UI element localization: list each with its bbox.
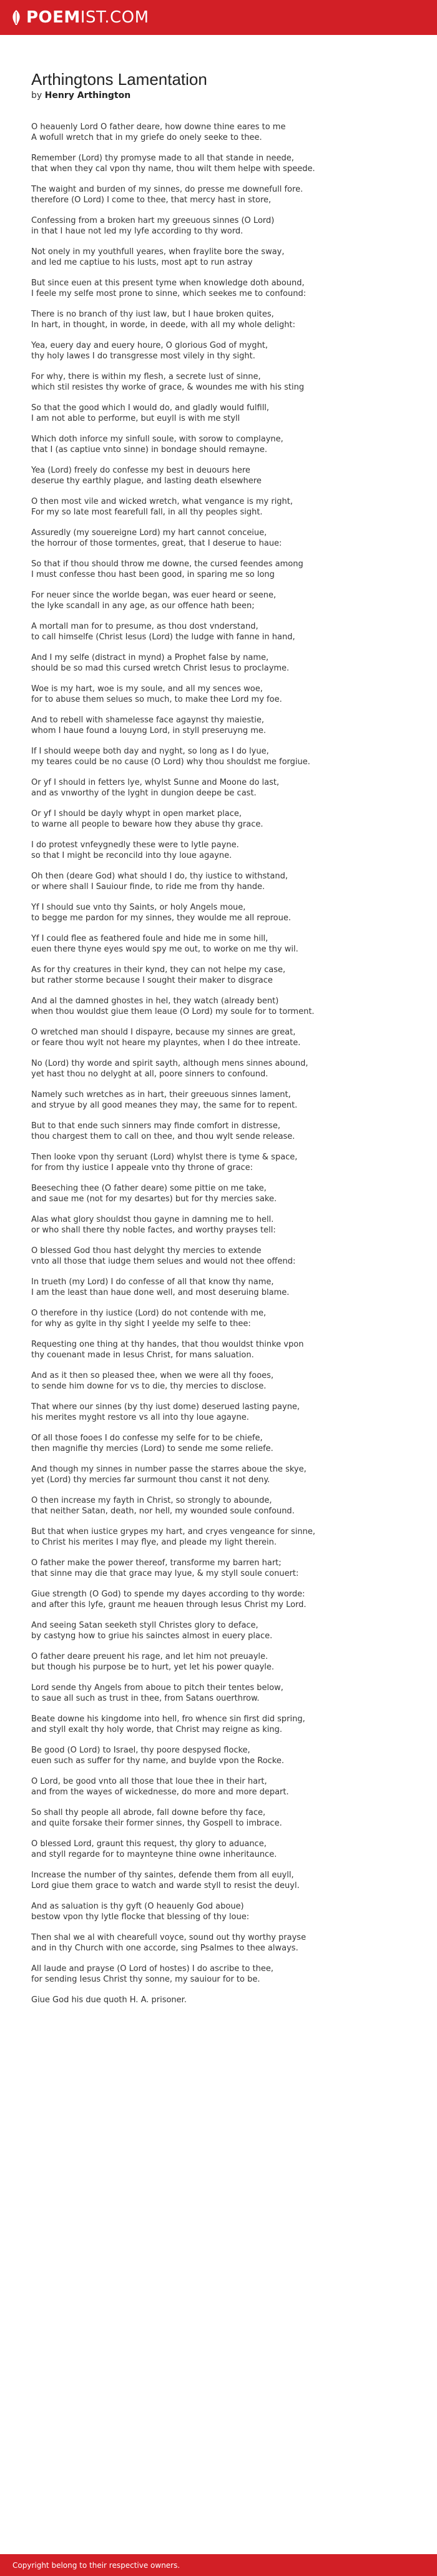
poem-line: to saue all such as trust in thee, from Satans ouerthrow. bbox=[31, 1694, 260, 1703]
poem-line: and in thy Church with one accorde, sing Psalmes to thee always. bbox=[31, 1944, 298, 1953]
stanza bbox=[31, 1651, 406, 1673]
copyright-text: Copyright belong to their respective owners. bbox=[12, 2560, 180, 2570]
poem-line: and saue me (not for my desartes) but for thy mercies sake. bbox=[31, 1194, 277, 1204]
stanza bbox=[31, 1495, 406, 1517]
poem-line: And as it then so pleased thee, when we were all thy fooes, bbox=[31, 1371, 274, 1380]
poem-line: should be so mad this cursed wretch Christ Iesus to proclayme. bbox=[31, 664, 290, 673]
poem-line: Giue God his due quoth H. A. prisoner. bbox=[31, 1995, 187, 2005]
poem-line: O Lord, be good vnto all those that loue thee in their hart, bbox=[31, 1777, 267, 1786]
poem-line: so that I might be reconcild into thy loue agayne. bbox=[31, 851, 232, 860]
stanza bbox=[31, 652, 406, 674]
stanza bbox=[31, 777, 406, 799]
poem-line: O father deare preuent his rage, and let him not preuayle. bbox=[31, 1652, 268, 1661]
stanza bbox=[31, 1214, 406, 1236]
poem-line: the horrour of those tormentes, great, that I deserue to haue: bbox=[31, 539, 282, 548]
poem-line: euen there thyne eyes would spy me out, to worke on me thy wil. bbox=[31, 945, 298, 954]
poem-line: the lyke scandall in any age, as our offence hath been; bbox=[31, 601, 255, 611]
poem-line: and stryue by all good meanes they may, the same for to repent. bbox=[31, 1101, 298, 1110]
poem-title: Arthingtons Lamentation bbox=[31, 70, 207, 89]
stanza bbox=[31, 621, 406, 642]
poem-line: then magnifie thy mercies (Lord) to sende me some reliefe. bbox=[31, 1444, 273, 1453]
logo-light: IST.COM bbox=[80, 8, 149, 27]
poem-line: Of all those fooes I do confesse my selfe for to be chiefe, bbox=[31, 1433, 263, 1443]
stanza bbox=[31, 559, 406, 580]
poem-line: Beate downe his kingdome into hell, fro whence sin first did spring, bbox=[31, 1714, 305, 1724]
stanza bbox=[31, 746, 406, 767]
stanza bbox=[31, 1152, 406, 1173]
byline-prefix: by bbox=[31, 91, 42, 101]
poem-line: his merites myght restore vs all into thy loue agayne. bbox=[31, 1413, 249, 1422]
poem-line: or feare thou wylt not heare my playntes, when I do thee intreate. bbox=[31, 1038, 301, 1048]
poem-line: O then most vile and wicked wretch, what vengance is my right, bbox=[31, 497, 293, 506]
poem-line: I must confesse thou hast been good, in sparing me so long bbox=[31, 570, 275, 579]
stanza bbox=[31, 1027, 406, 1048]
poem-line: and after this lyfe, graunt me heauen through Iesus Christ my Lord. bbox=[31, 1600, 307, 1610]
poem-line: Be good (O Lord) to Israel, thy poore despysed flocke, bbox=[31, 1746, 250, 1755]
stanza bbox=[31, 1339, 406, 1360]
poem-line: I am not able to performe, but euyll is with me styll bbox=[31, 414, 240, 423]
poem-line: Remember (Lord) thy promyse made to all that stande in neede, bbox=[31, 154, 294, 163]
stanza bbox=[31, 684, 406, 705]
poem-line: Beeseching thee (O father deare) some pittie on me take, bbox=[31, 1184, 267, 1193]
stanza bbox=[31, 715, 406, 736]
poem-line: O therefore in thy iustice (Lord) do not contende with me, bbox=[31, 1309, 267, 1318]
poem-line: Giue strength (O God) to spende my dayes according to thy worde: bbox=[31, 1590, 305, 1599]
poem-line: or who shall there thy noble factes, and worthy prayses tell: bbox=[31, 1226, 276, 1235]
stanza bbox=[31, 1308, 406, 1329]
stanza bbox=[31, 933, 406, 955]
poem-line: Woe is my hart, woe is my soule, and all my sences woe, bbox=[31, 684, 263, 694]
feather-icon bbox=[10, 9, 22, 26]
poem-line: in that I haue not led my lyfe according to thy word. bbox=[31, 227, 243, 236]
poem-line: that sinne may die that grace may lyue, & my styll soule conuert: bbox=[31, 1569, 299, 1578]
poem-line: And though my sinnes in number passe the starres aboue the skye, bbox=[31, 1465, 307, 1474]
stanza bbox=[31, 1558, 406, 1579]
poem-line: Or yf I should in fetters lye, whylst Sunne and Moone do last, bbox=[31, 778, 280, 787]
poem-line: Yf I could flee as feathered foule and hide me in some hill, bbox=[31, 934, 268, 943]
poem-line: for to abuse them selues so much, to make thee Lord my foe. bbox=[31, 695, 282, 704]
poem-line: I feele my selfe most prone to sinne, which seekes me to confound: bbox=[31, 289, 307, 298]
poem-line: But that when iustice grypes my hart, and cryes vengeance for sinne, bbox=[31, 1527, 315, 1536]
poem-line: but though his purpose be to hurt, yet let his power quayle. bbox=[31, 1663, 275, 1672]
poem-line: And as saluation is thy gyft (O heauenly God aboue) bbox=[31, 1902, 244, 1911]
poem-line: to warne all people to beware how they abuse thy grace. bbox=[31, 820, 263, 829]
poem-line: thou chargest them to call on thee, and thou wylt sende release. bbox=[31, 1132, 295, 1141]
poem-line: As for thy creatures in their kynd, they can not helpe my case, bbox=[31, 965, 286, 975]
stanza bbox=[31, 465, 406, 486]
poem-line: bestow vpon thy lytle flocke that blessing of thy loue: bbox=[31, 1912, 250, 1922]
poem-line: O heauenly Lord O father deare, how downe thine eares to me bbox=[31, 122, 286, 132]
poem-line: therefore (O Lord) I come to thee, that mercy hast in store, bbox=[31, 195, 272, 205]
poem-line: and styll regarde for to maynteyne thine owne inheritaunce. bbox=[31, 1850, 277, 1859]
poem-line: for from thy iustice I appeale vnto thy throne of grace: bbox=[31, 1163, 253, 1172]
stanza bbox=[31, 309, 406, 330]
stanza bbox=[31, 965, 406, 986]
poem-line: to Christ his merites I may flye, and pleade my light therein. bbox=[31, 1538, 277, 1547]
poem-line: and from the wayes of wickednesse, do more and more depart. bbox=[31, 1787, 289, 1797]
author-link[interactable]: Henry Arthington bbox=[44, 91, 131, 101]
stanza bbox=[31, 809, 406, 830]
stanza bbox=[31, 1901, 406, 1922]
stanza bbox=[31, 340, 406, 361]
stanza bbox=[31, 996, 406, 1017]
poem-line: my teares could be no cause (O Lord) why thou shouldst me forgiue. bbox=[31, 757, 310, 767]
stanza bbox=[31, 871, 406, 892]
poem-line: and led me captiue to his lusts, most apt to run astray bbox=[31, 258, 253, 267]
poem-line: Then looke vpon thy seruant (Lord) whylst there is tyme & space, bbox=[31, 1153, 298, 1162]
logo-text bbox=[26, 8, 149, 27]
poem-line: yet (Lord) thy mercies far surmount thou canst it not deny. bbox=[31, 1475, 270, 1485]
stanza bbox=[31, 1089, 406, 1111]
stanza bbox=[31, 1714, 406, 1735]
stanza bbox=[31, 1995, 406, 2005]
poem-line: thy holy lawes I do transgresse most vilely in thy sight. bbox=[31, 351, 255, 361]
poem-line: For my so late most fearefull fall, in all thy peoples sight. bbox=[31, 508, 263, 517]
poem-line: that I (as captiue vnto sinne) in bondage should remayne. bbox=[31, 445, 268, 455]
stanza bbox=[31, 1683, 406, 1704]
poem-line: So that if thou should throw me downe, the cursed feendes among bbox=[31, 559, 303, 569]
stanza bbox=[31, 1464, 406, 1485]
poem-line: A mortall man for to presume, as thou dost vnderstand, bbox=[31, 622, 258, 631]
site-footer bbox=[0, 2554, 437, 2576]
poem-line: No (Lord) thy worde and spirit sayth, although mens sinnes abound, bbox=[31, 1059, 308, 1068]
site-header bbox=[0, 0, 437, 35]
byline bbox=[31, 91, 406, 101]
stanza bbox=[31, 403, 406, 424]
poem-line: So shall thy people all abrode, fall downe before thy face, bbox=[31, 1808, 266, 1817]
stanza bbox=[31, 496, 406, 518]
poem-line: And I my selfe (distract in mynd) a Prophet false by name, bbox=[31, 653, 269, 662]
poem-line: Or yf I should be dayly whypt in open market place, bbox=[31, 809, 242, 819]
poem-body bbox=[31, 122, 406, 2005]
poem-line: Alas what glory shouldst thou gayne in damning me to hell. bbox=[31, 1215, 274, 1224]
poem-line: euen such as suffer for thy name, and buylde vpon the Rocke. bbox=[31, 1756, 285, 1766]
poem-line: deserue thy earthly plague, and lasting death elsewhere bbox=[31, 476, 262, 486]
stanza bbox=[31, 1402, 406, 1423]
stanza bbox=[31, 1121, 406, 1142]
stanza bbox=[31, 1932, 406, 1954]
poem-line: And to rebell with shamelesse face agaynst thy maiestie, bbox=[31, 715, 264, 725]
poem-line: O blessed God thou hast delyght thy mercies to extende bbox=[31, 1246, 262, 1256]
poem-line: Yea (Lord) freely do confesse my best in deuours here bbox=[31, 466, 250, 475]
poem-line: All laude and prayse (O Lord of hostes) I do ascribe to thee, bbox=[31, 1964, 273, 1974]
poem-line: But to that ende such sinners may finde comfort in distresse, bbox=[31, 1121, 280, 1131]
poem-line: Namely such wretches as in hart, their greeuous sinnes lament, bbox=[31, 1090, 291, 1099]
stanza bbox=[31, 590, 406, 611]
stanza bbox=[31, 247, 406, 268]
stanza bbox=[31, 371, 406, 393]
poem-line: and as vnworthy of the lyght in dungion deepe be cast. bbox=[31, 789, 257, 798]
poem-line: Assuredly (my souereigne Lord) my hart cannot conceiue, bbox=[31, 528, 267, 538]
poem-line: I do protest vnfeygnedly these were to lytle payne. bbox=[31, 840, 239, 850]
poem-line: for sending Iesus Christ thy sonne, my sauiour for to be. bbox=[31, 1975, 260, 1984]
poem-line: Lord sende thy Angels from aboue to pitch their tentes below, bbox=[31, 1683, 283, 1693]
poem-line: when thou wouldst giue them leaue (O Lord) my soule for to torment. bbox=[31, 1007, 315, 1016]
stanza bbox=[31, 153, 406, 174]
poem-line: that when they cal vpon thy name, thou wilt them helpe with speede. bbox=[31, 164, 315, 174]
poem-line: Confessing from a broken hart my greeuous sinnes (O Lord) bbox=[31, 216, 275, 225]
poem-line: But since euen at this present tyme when knowledge doth abound, bbox=[31, 278, 305, 288]
poem-line: If I should weepe both day and nyght, so long as I do lyue, bbox=[31, 747, 269, 756]
poem-line: Requesting one thing at thy handes, that thou wouldst thinke vpon bbox=[31, 1340, 304, 1349]
stanza bbox=[31, 1839, 406, 1860]
stanza bbox=[31, 1964, 406, 1985]
stanza bbox=[31, 1870, 406, 1891]
poem-line: to begge me pardon for my sinnes, they woulde me all reproue. bbox=[31, 913, 291, 923]
poem-line: Not onely in my youthfull yeares, when fraylite bore the sway, bbox=[31, 247, 285, 257]
stanza bbox=[31, 902, 406, 923]
poem-line: O father make the power thereof, transforme my barren hart; bbox=[31, 1558, 282, 1568]
stanza bbox=[31, 278, 406, 299]
poem-line: That where our sinnes (by thy iust dome) deserued lasting payne, bbox=[31, 1402, 300, 1412]
poem-line: that neither Satan, death, nor hell, my wounded soule confound. bbox=[31, 1507, 295, 1516]
stanza bbox=[31, 1183, 406, 1204]
poem-line: by castyng how to griue his sainctes almost in euery place. bbox=[31, 1631, 273, 1641]
poem-line: O then increase my fayth in Christ, so strongly to abounde, bbox=[31, 1496, 272, 1505]
poem-line: Then shal we al with chearefull voyce, sound out thy worthy prayse bbox=[31, 1933, 307, 1942]
poem-line: to call himselfe (Christ Iesus (Lord) the ludge with fanne in hand, bbox=[31, 632, 295, 642]
stanza bbox=[31, 1246, 406, 1267]
poem-line: In trueth (my Lord) I do confesse of all that know thy name, bbox=[31, 1277, 274, 1287]
poem-line: And al the damned ghostes in hel, they watch (already bent) bbox=[31, 996, 279, 1006]
stanza bbox=[31, 528, 406, 549]
stanza bbox=[31, 1620, 406, 1641]
stanza bbox=[31, 122, 406, 143]
poem-line: O blessed Lord, graunt this request, thy glory to aduance, bbox=[31, 1839, 267, 1849]
poem-line: and styll exalt thy holy worde, that Christ may reigne as king. bbox=[31, 1725, 282, 1734]
poem-line: thy couenant made in Iesus Christ, for mans saluation. bbox=[31, 1350, 254, 1360]
poem-line: For neuer since the worlde began, was euer heard or seene, bbox=[31, 591, 277, 600]
poem-line: The waight and burden of my sinnes, do presse me downefull fore. bbox=[31, 185, 303, 194]
poem-line: for why as gylte in thy sight I yeelde my selfe to thee: bbox=[31, 1319, 251, 1329]
poem-line: Yf I should sue vnto thy Saints, or holy Angels moue, bbox=[31, 903, 246, 912]
poem-line: Increase the number of thy saintes, defende them from all euyll, bbox=[31, 1871, 294, 1880]
poem-line: For why, there is within my flesh, a secrete lust of sinne, bbox=[31, 372, 261, 381]
poem-line: Which doth inforce my sinfull soule, with sorow to complayne, bbox=[31, 435, 283, 444]
stanza bbox=[31, 1277, 406, 1298]
poem-line: which stil resistes thy worke of grace, & woundes me with his sting bbox=[31, 383, 305, 392]
logo-bold: POEM bbox=[26, 8, 81, 27]
poem-line: vnto all those that iudge them selues and would not thee offend: bbox=[31, 1257, 296, 1266]
poem-line: In hart, in thought, in worde, in deede, with all my whole delight: bbox=[31, 320, 295, 330]
poem-line: but rather storme because I sought their maker to disgrace bbox=[31, 976, 273, 985]
stanza bbox=[31, 1745, 406, 1766]
stanza bbox=[31, 1776, 406, 1797]
poem-line: O wretched man should I dispayre, because my sinnes are great, bbox=[31, 1028, 296, 1037]
stanza bbox=[31, 1807, 406, 1829]
poem-line: A wofull wretch that in my griefe do onely seeke to thee. bbox=[31, 133, 262, 142]
stanza bbox=[31, 1370, 406, 1392]
stanza bbox=[31, 434, 406, 455]
poem-line: So that the good which I would do, and gladly would fulfill, bbox=[31, 403, 270, 413]
poem-line: and quite forsake their former sinnes, thy Gospell to imbrace. bbox=[31, 1819, 282, 1828]
poem-line: whom I haue found a louyng Lord, in styll preseruyng me. bbox=[31, 726, 267, 735]
poem-line: to sende him downe for vs to die, thy mercies to disclose. bbox=[31, 1382, 267, 1391]
poem-line: And seeing Satan seeketh styll Christes glory to deface, bbox=[31, 1621, 258, 1630]
poem-line: yet hast thou no delyght at all, poore sinners to confound. bbox=[31, 1069, 268, 1079]
poem-line: Yea, euery day and euery houre, O glorious God of myght, bbox=[31, 341, 268, 350]
stanza bbox=[31, 1589, 406, 1610]
stanza bbox=[31, 1058, 406, 1079]
poem-line: I am the least than haue done well, and most deseruing blame. bbox=[31, 1288, 290, 1297]
poem-content bbox=[0, 35, 437, 2005]
poem-line: There is no branch of thy iust law, but I haue broken quites, bbox=[31, 310, 274, 319]
stanza bbox=[31, 215, 406, 237]
poem-line: Lord giue them grace to watch and warde styll to resist the deuyl. bbox=[31, 1881, 300, 1890]
stanza bbox=[31, 184, 406, 205]
poem-line: or where shall I Sauiour finde, to ride me from thy hande. bbox=[31, 882, 265, 892]
stanza bbox=[31, 1526, 406, 1548]
poem-line: Oh then (deare God) what should I do, thy iustice to withstand, bbox=[31, 872, 288, 881]
site-logo[interactable] bbox=[10, 8, 149, 27]
stanza bbox=[31, 1433, 406, 1454]
stanza bbox=[31, 840, 406, 861]
